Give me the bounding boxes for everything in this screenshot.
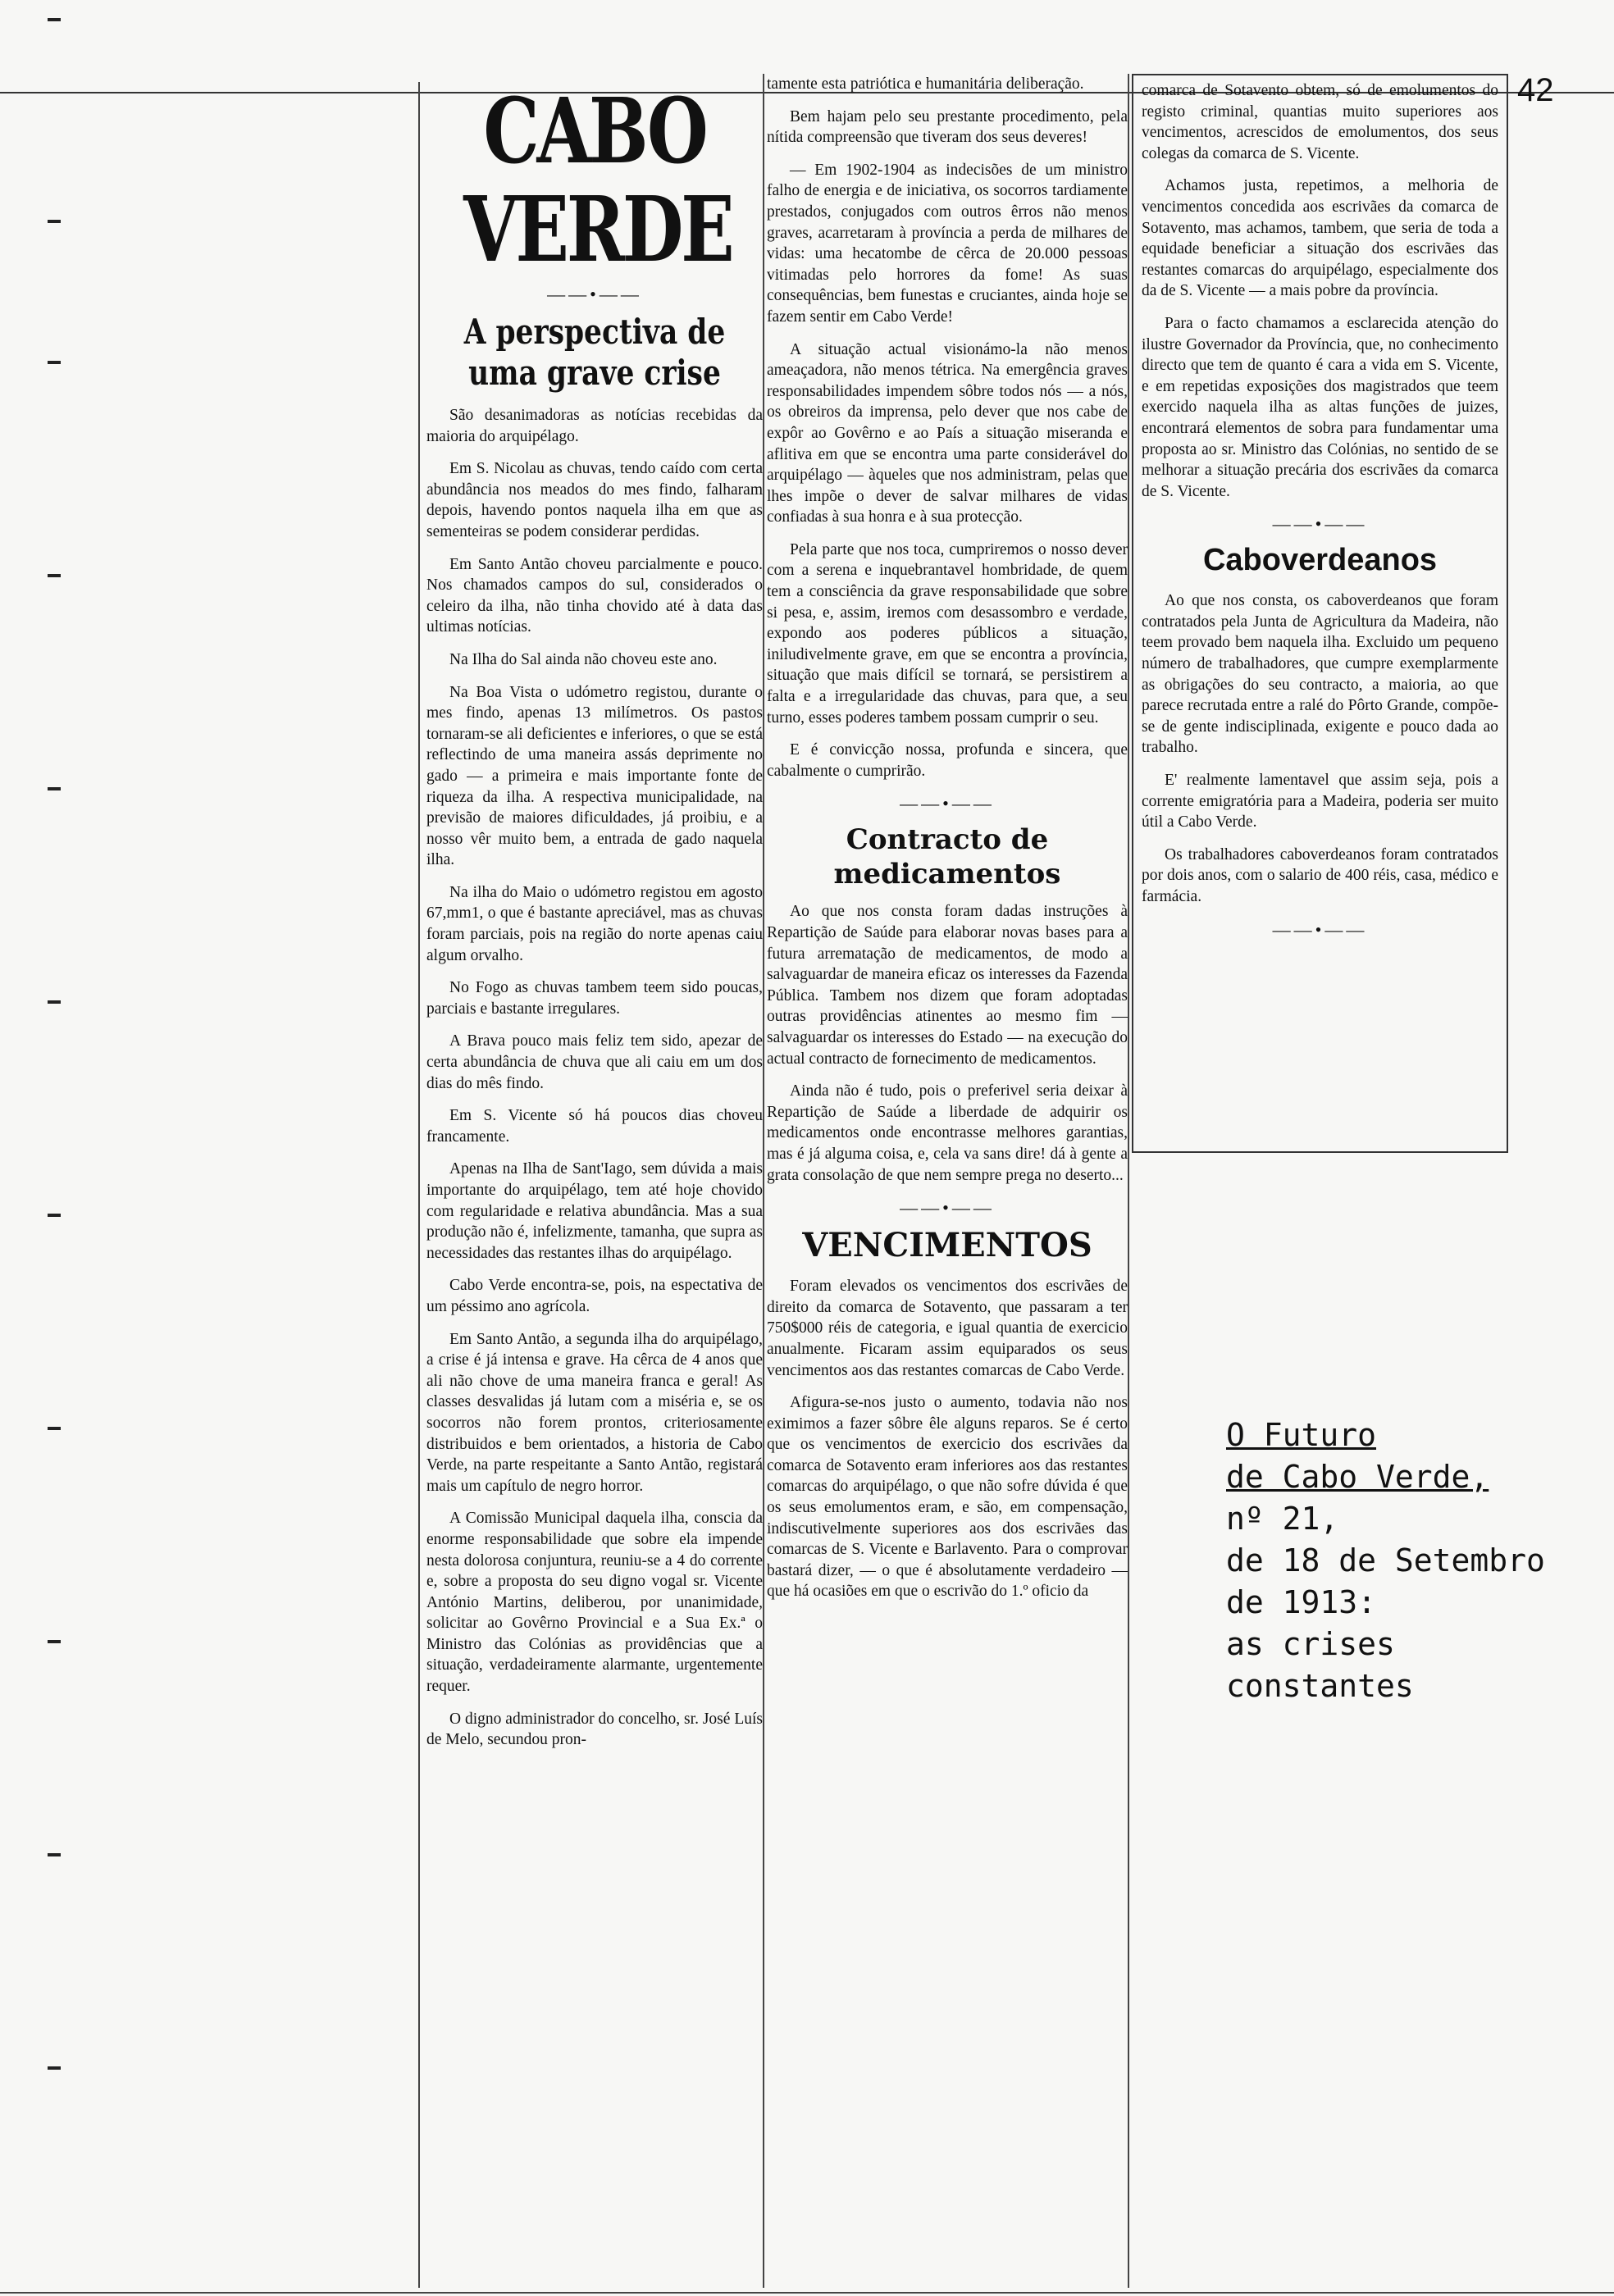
margin-tick bbox=[48, 574, 61, 577]
paragraph: O digno administrador do concelho, sr. José Luís de Melo, secundou pron- bbox=[426, 1710, 763, 1749]
margin-tick bbox=[48, 1427, 61, 1430]
column-1 bbox=[426, 82, 763, 2288]
heading-vencimentos: VENCIMENTOS bbox=[802, 1226, 1092, 1265]
bottom-rule bbox=[0, 2292, 1614, 2294]
ornament: ——•—— bbox=[900, 793, 995, 814]
paragraph: Afigura-se-nos justo o aumento, todavia não nos eximimos a fazer sôbre êle alguns reparos. Se é certo que os vencimentos de exercicio dos escrivães da comarca de Sotavento eram inferiores aos das restantes comarcas do arquipélago, o que não sofre dúvida é que os seus emolumentos eram, e são, em compensação, indiscutivelmente superiores aos dos escrivães das comarcas de S. Vicente e Barlavento. Para o comprovar bastará dizer, — o que é absolutamente verdadeiro — que há ocasiões em que o escrivão do 1.º oficio da bbox=[767, 1394, 1128, 1601]
column-rule bbox=[763, 74, 764, 2288]
paragraph: Ao que nos consta foram dadas instruções à Repartição de Saúde para elaborar novas bases para a futura arrematação de medicamentos, de modo a salvaguardar de maneira eficaz os interesses da Fazenda Pública. Tambem nos dizem que foram adoptadas outras providências atinentes ao mesmo fim — salvaguardar os interesses do Estado — na execução do actual contracto de fornecimento de medicamentos. bbox=[767, 903, 1128, 1068]
margin-tick bbox=[48, 787, 61, 790]
paragraph: A situação actual visionámo-la não menos ameaçadora, não menos tétrica. Na emergência graves responsabilidades impendem sôbre todos nós — a nós, os obreiros da imprensa, pelo dever que nos cabe de expôr ao Govêrno e ao País a situação miseranda e aflitiva em que se encontra uma parte considerável do arquipélago — àqueles que nos administram, pelas que lhes impõe o dever de salvar milhares de vidas confiadas à sua honra e à sua protecção. bbox=[767, 340, 1128, 526]
margin-tick bbox=[48, 361, 61, 364]
margin-tick bbox=[48, 1214, 61, 1217]
heading-caboverdeanos: Caboverdeanos bbox=[1202, 543, 1438, 578]
masthead: CABO VERDE bbox=[463, 82, 732, 282]
paragraph: Pela parte que nos toca, cumpriremos o nosso dever com a serena e inquebrantavel hombridade, de quem tem a consciência da grave responsabilidade que sobre si pesa, e, assim, iremos com desassombro e verdade, expondo aos poderes públicos a situação, iniludivelmente grave, em que se encontra a província, situação que mais difícil se tornará, se persistirem a falta e a irregularidade das chuvas, para que, a seu turno, esses poderes tambem possam cumprir o seu. bbox=[767, 540, 1128, 727]
column-2 bbox=[767, 74, 1128, 2288]
margin-tick bbox=[48, 18, 61, 21]
caption-line: nº 21, bbox=[1226, 1501, 1339, 1537]
paragraph: Bem hajam pelo seu prestante procedimento, pela nítida compreensão que tiveram dos seus deveres! bbox=[767, 107, 1128, 147]
paragraph: comarca de Sotavento obtem, só de emolumentos do registo criminal, quantias muito superiores aos vencimentos, acrescidos de emolumentos, dos seus colegas da comarca de S. Vicente. bbox=[1142, 82, 1498, 162]
paragraph: A Brava pouco mais feliz tem sido, apezar de certa abundância de chuva que ali caiu em um dos dias do mês findo. bbox=[426, 1032, 763, 1092]
caption-line: de 18 de Setembro bbox=[1226, 1542, 1545, 1578]
column-rule bbox=[1128, 74, 1129, 2288]
paragraph: Ainda não é tudo, pois o preferivel seria deixar à Repartição de Saúde a liberdade de adquirir os medicamentos onde encontrasse melhores garantias, mas é já alguma coisa, e, cela va sans dire! dá à gente a grata consolação de que nem sempre prega no deserto... bbox=[767, 1082, 1128, 1184]
paragraph: Na Ilha do Sal ainda não choveu este ano. bbox=[449, 650, 718, 668]
paragraph: Em S. Vicente só há poucos dias choveu francamente. bbox=[426, 1107, 763, 1146]
caption-line: de Cabo Verde, bbox=[1226, 1459, 1489, 1495]
ornament: ——•—— bbox=[547, 284, 642, 304]
caption-line: constantes bbox=[1226, 1668, 1414, 1704]
paragraph: Em Santo Antão, a segunda ilha do arquipélago, a crise é já intensa e grave. Ha cêrca de 4 anos que ali não chove de uma maneira franca e geral! As classes desvalidas já lutam com a miséria e, se os socorros não forem prontos, criteriosamente distribuidos e bem orientados, a historia de Cabo Verde, na parte respeitante a Santo Antão, registará mais um capítulo de negro horror. bbox=[426, 1330, 763, 1495]
paragraph: Achamos justa, repetimos, a melhoria de vencimentos concedida aos escrivães da comarca de Sotavento, mas achamos, tambem, que seria de toda a equidade beneficiar a situação dos escrivães das restantes comarcas do arquipélago, especialmente dos da de S. Vicente — a mais pobre da província. bbox=[1142, 177, 1498, 300]
paragraph: Os trabalhadores caboverdeanos foram contratados por dois anos, com o salario de 400 réis, casa, médico e farmácia. bbox=[1142, 845, 1498, 905]
caption-line: de 1913: bbox=[1226, 1584, 1377, 1620]
heading-medicamentos: Contracto de medicamentos bbox=[833, 823, 1061, 891]
paragraph: Foram elevados os vencimentos dos escrivães de direito da comarca de Sotavento, que passaram a ter 750$000 réis de categoria, e igual quantia de exercicio anualmente. Ficaram assim equiparados os seus vencimentos aos das restantes comarcas de Cabo Verde. bbox=[767, 1278, 1128, 1379]
margin-tick bbox=[48, 1853, 61, 1856]
paragraph: Em S. Nicolau as chuvas, tendo caído com certa abundância nos meados do mes findo, falharam depois, havendo pontos naquela ilha em que as sementeiras se podem considerar perdidas. bbox=[426, 460, 763, 540]
margin-tick bbox=[48, 2066, 61, 2070]
caption-line: O Futuro bbox=[1226, 1417, 1377, 1453]
paragraph: Na Boa Vista o udómetro registou, durante o mes findo, apenas 13 milímetros. Os pastos tornaram-se ali deficientes e inferiores, o que se está reflectindo de uma maneira assás deprimente no gado — a primeira e mais importante fonte de riqueza da ilha. A respectiva municipalidade, na previsão de maiores dificuldades, já proibiu, e a nosso vêr muito bem, a entrada de gado naquela ilha. bbox=[426, 683, 763, 869]
source-caption bbox=[1226, 1414, 1603, 1707]
paragraph: E é convicção nossa, profunda e sincera, que cabalmente o cumprirão. bbox=[767, 741, 1128, 780]
paragraph: Na ilha do Maio o udómetro registou em agosto 67,mm1, o que é bastante apreciável, mas as chuvas foram parciais, pois na região do norte apenas caiu algum orvalho. bbox=[426, 883, 763, 964]
page-number: 42 bbox=[1517, 72, 1554, 108]
paragraph: A Comissão Municipal daquela ilha, conscia da enorme responsabilidade que sobre ela impende nesta dolorosa conjuntura, reuniu-se a 4 do corrente e, sobre a proposta do seu digno vogal sr. Vicente António Martins, deliberou, por unanimidade, solicitar ao Govêrno Provincial e a Sua Ex.ª o Ministro das Colónias as providências que a situação, verdadeiramente alarmante, urgentemente requer. bbox=[426, 1510, 763, 1696]
paragraph: São desanimadoras as notícias recebidas da maioria do arquipélago. bbox=[426, 407, 763, 445]
paragraph: — Em 1902-1904 as indecisões de um ministro falho de energia e de iniciativa, os socorros tardiamente prestados, conjugados com outros êrros não menos graves, acarretaram à província a perda de milhares de vidas: uma hecatombe de cêrca de 20.000 pessoas vitimadas pelo horrores da fome! As suas consequências, bem funestas e cruciantes, ainda hoje se fazem sentir em Cabo Verde! bbox=[767, 161, 1128, 326]
paragraph: Para o facto chamamos a esclarecida atenção do ilustre Governador da Província, que, no conhecimento directo que tem de quanto é cara a vida em S. Vicente, e em repetidas exposições dos magistrados que teem exercido naquela ilha as altas funções de juizes, encontrará elementos de sobra para fundamentar uma proposta ao sr. Ministro das Colónias, no sentido de se melhorar a situação precária dos escrivães da comarca de S. Vicente. bbox=[1142, 314, 1498, 500]
paragraph: Apenas na Ilha de Sant'Iago, sem dúvida a mais importante do arquipélago, tem até hoje chovido com regularidade e relativa abundância. Mas a sua produção não é, infelizmente, tamanha, que supra as necessidades das restantes ilhas do arquipélago. bbox=[426, 1160, 763, 1262]
paragraph: Em Santo Antão choveu parcialmente e pouco. Nos chamados campos do sul, considerados o celeiro da ilha, não tinha chovido até à data das ultimas notícias. bbox=[426, 555, 763, 636]
column-rule bbox=[418, 82, 420, 2288]
margin-tick bbox=[48, 1640, 61, 1643]
margin-tick bbox=[48, 1000, 61, 1004]
paragraph: Ao que nos consta, os caboverdeanos que foram contratados pela Junta de Agricultura da Madeira, não teem provado bem naquela ilha. Excluido um pequeno número de trabalhadores, que cumpre exemplarmente as obrigações do seu contracto, a maioria, ao que parece recrutada entre a ralé do Pôrto Grande, compõe-se de gente indisciplinada, exigente e pouco dada ao trabalho. bbox=[1142, 592, 1498, 757]
column-3 bbox=[1132, 74, 1508, 1153]
caption-line: as crises bbox=[1226, 1626, 1395, 1662]
paragraph: tamente esta patriótica e humanitária deliberação. bbox=[767, 75, 1084, 93]
ornament: ——•—— bbox=[1272, 513, 1368, 535]
ornament: ——•—— bbox=[900, 1197, 995, 1219]
margin-tick bbox=[48, 220, 61, 223]
headline-crise: A perspectiva de uma grave crise bbox=[463, 312, 726, 393]
paragraph: E' realmente lamentavel que assim seja, pois a corrente emigratória para a Madeira, poderia ser muito útil a Cabo Verde. bbox=[1142, 772, 1498, 831]
paragraph: No Fogo as chuvas tambem teem sido poucas, parciais e bastante irregulares. bbox=[426, 979, 763, 1018]
ornament: ——•—— bbox=[1272, 918, 1368, 940]
paragraph: Cabo Verde encontra-se, pois, na espectativa de um péssimo ano agrícola. bbox=[426, 1277, 763, 1315]
